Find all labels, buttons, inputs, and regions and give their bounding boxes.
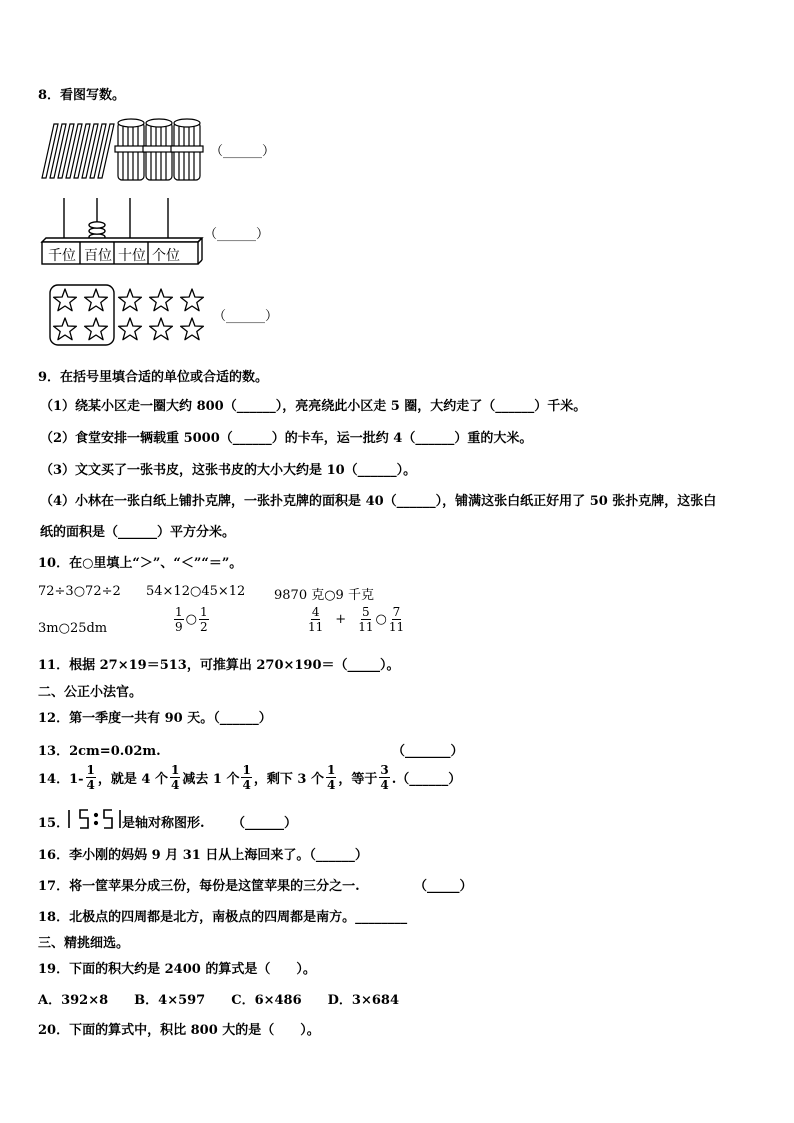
fraction: $\frac{1}{4}$ [86,763,95,792]
q14-text: 14．1- $\frac{1}{4}$ ，就是 4 个 $\frac{1}{4}$ 减去 1 个 $\frac{1}{4}$ ，剩下 3 个 $\frac{1}{4}$ ，等于 $\frac{3}{4}$ .（______） [38,763,462,792]
q15-blank[interactable]: （______） [232,816,298,831]
q19-text: 19．下面的积大约是 2400 的算式是（ ）。 [38,962,316,977]
q12-text: 12．第一季度一共有 90 天。（______） [38,711,272,726]
section-3-title: 三、精挑细选。 [38,936,130,951]
fraction: $\frac{3}{4}$ [380,763,389,792]
fraction: $\frac{1}{4}$ [242,763,251,792]
q10-expr-4: 3m○25dm [38,621,108,636]
q17-text: 17．将一筐苹果分成三份，每份是这筐苹果的三分之一. [38,879,360,894]
q9-part4-line2: 纸的面积是（______）平方分米。 [40,525,236,540]
q13-blank[interactable]: （_______） [392,744,464,759]
q13-text: 13．2cm=0.02m. [38,744,161,759]
q10-expr-2: 54×12○45×12 [146,584,246,599]
q8-blank-1[interactable]: （______） [210,144,276,159]
fraction: $\frac{1}{9}$ [175,605,183,634]
star-icon [119,318,142,340]
abacus-label-tens: 十位 [118,248,146,264]
section-2-title: 二、公正小法官。 [38,685,143,700]
q11-text: 11．根据 27×19＝513，可推算出 270×190＝（_____）。 [38,658,400,673]
fraction: $\frac{1}{4}$ [326,763,336,792]
abacus-label-thousands: 千位 [48,248,76,264]
q17-blank[interactable]: （_____） [414,879,473,894]
fraction: $\frac{1}{2}$ [199,605,208,634]
q10-expr-6: $\frac{4}{11}$ + $\frac{5}{11}$ ○ $\frac{7}{11}$ [308,605,405,634]
q9-part4-line1: （4）小林在一张白纸上铺扑克牌，一张扑克牌的面积是 40（______），铺满这张白纸正好用了 50 张扑克牌，这张白 [40,494,717,509]
q10-title: 10．在○里填上“＞”、“＜”“＝”。 [38,556,243,571]
star-icon [181,289,204,311]
star-icon [181,318,204,340]
star-icon [150,289,173,311]
q10-expr-5: $\frac{1}{9}$ ○ $\frac{1}{2}$ [175,605,208,634]
fraction: $\frac{7}{11}$ [388,605,405,634]
star-icon [150,318,173,340]
fraction: $\frac{1}{4}$ [171,763,180,792]
q16-text: 16．李小刚的妈妈 9 月 31 日从上海回来了。（______） [38,848,368,863]
q18-text: 18．北极点的四周都是北方，南极点的四周都是南方。________ [38,910,408,925]
fraction: $\frac{5}{11}$ [358,605,374,634]
abacus-label-ones: 个位 [152,248,180,264]
q9-title: 9．在括号里填合适的单位或合适的数。 [38,370,269,385]
star-icon [54,289,77,311]
q20-text: 20．下面的算式中，积比 800 大的是（ ）。 [38,1023,320,1038]
abacus-label-hundreds: 百位 [84,248,112,264]
star-icon [85,318,108,340]
q15-number: 15． [38,816,70,831]
segment-digit-figure [66,808,124,830]
q9-part2: （2）食堂安排一辆载重 5000（______）的卡车，运一批约 4（______）重的大米。 [40,431,533,446]
q8-title: 8．看图写数。 [38,88,126,103]
q8-blank-3[interactable]: （______） [213,309,279,324]
q15-text: 是轴对称图形. [122,816,205,831]
q10-expr-1: 72÷3○72÷2 [38,584,121,599]
star-icon [119,289,142,311]
q10-expr-3: 9870 克○9 千克 [274,588,374,603]
stars-image [48,283,218,347]
q8-blank-2[interactable]: （______） [204,227,270,242]
star-icon [54,318,77,340]
fraction: $\frac{4}{11}$ [308,605,324,634]
q19-options: A．392×8 B．4×597 C．6×486 D．3×684 [38,993,399,1008]
star-icon [85,289,108,311]
sticks-bundles-image [38,116,218,186]
q9-part1: （1）绕某小区走一圈大约 800（______），亮亮绕此小区走 5 圈，大约走了（______）千米。 [40,399,587,414]
q9-part3: （3）文文买了一张书皮，这张书皮的大小大约是 10（______）。 [40,463,417,478]
